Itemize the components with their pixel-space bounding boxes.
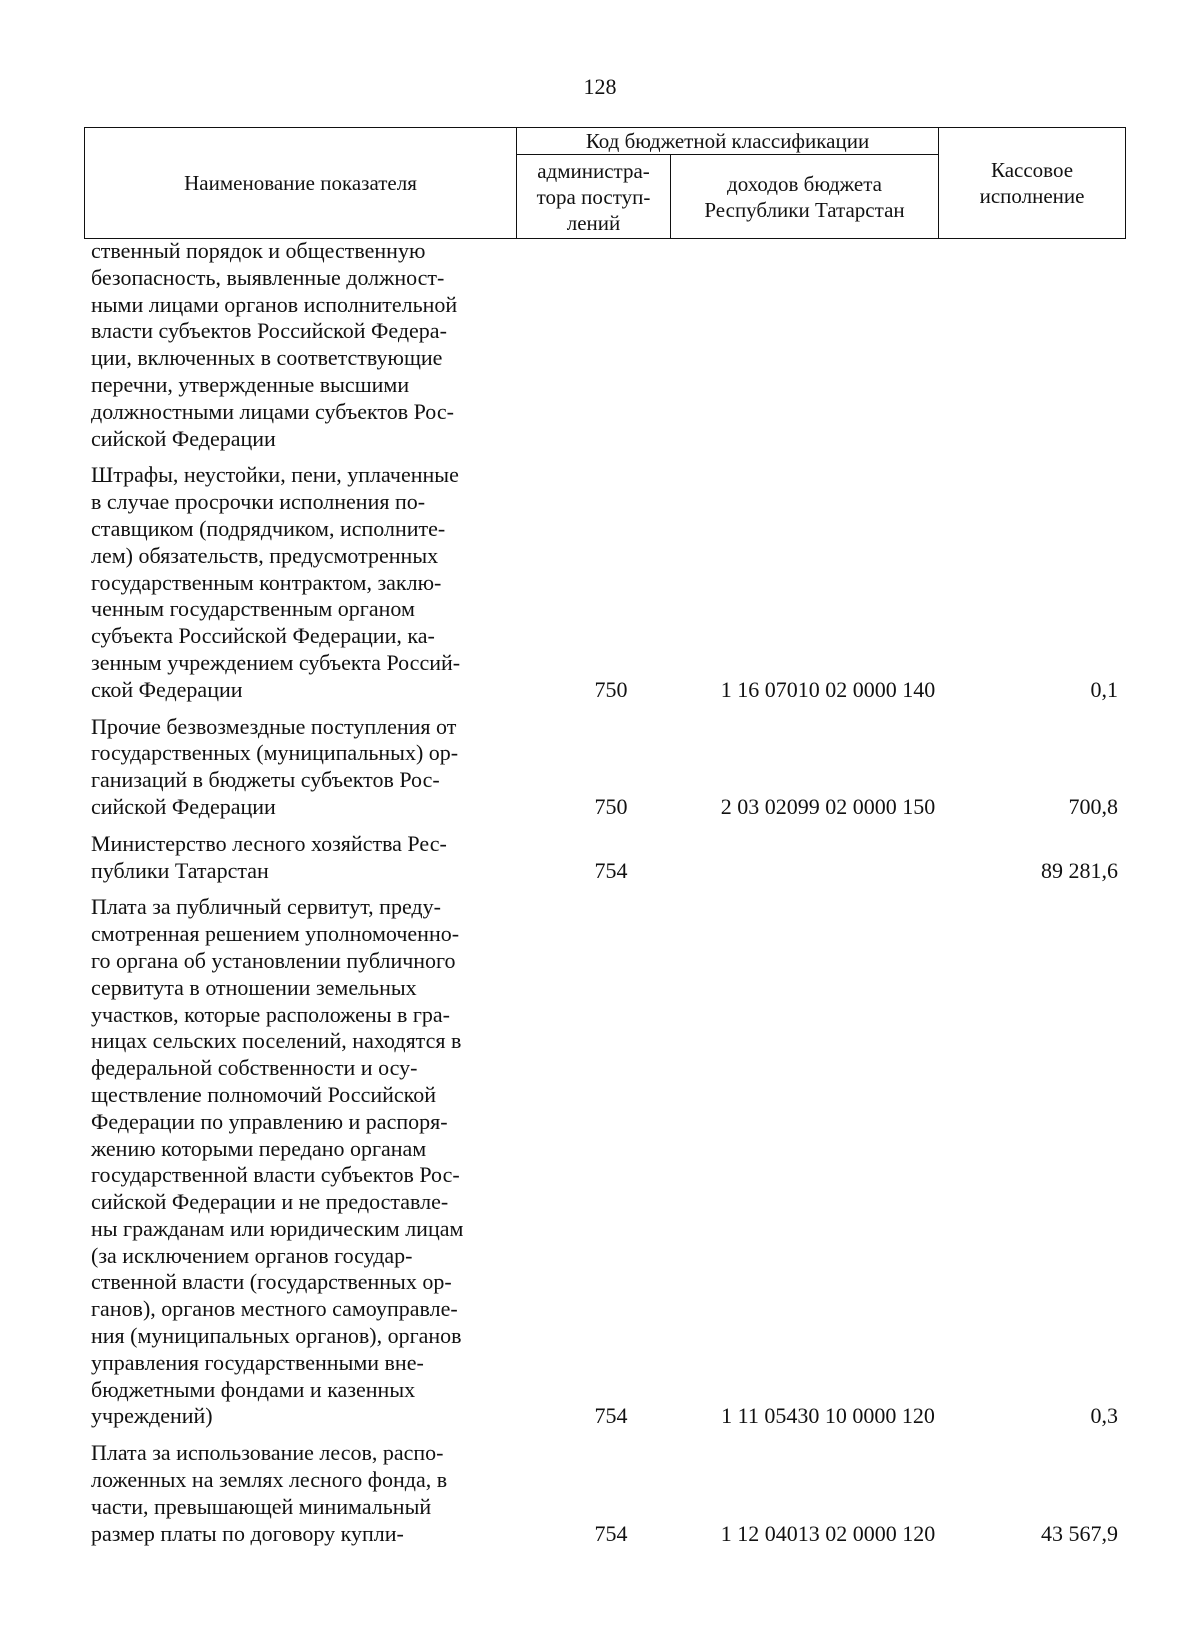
admin-col-line: администра-	[537, 158, 650, 183]
table-header	[84, 127, 1126, 239]
table-row	[0, 1440, 1200, 1547]
column-group-budget-code: Код бюджетной классификации	[517, 128, 939, 155]
indicator-name-line: публики Татарстан	[91, 857, 269, 883]
indicator-name-line: в случае просрочки исполнения по-	[91, 489, 426, 515]
admin-col-line: тора поступ-	[536, 184, 651, 209]
indicator-name-line: ченным государственным органом	[91, 596, 415, 622]
indicator-name-line: ными лицами органов исполнительной	[91, 291, 458, 317]
indicator-name	[91, 462, 523, 703]
cash-execution-amount: 89 281,6	[1041, 857, 1118, 883]
cash-execution-amount: 0,3	[1090, 1403, 1118, 1429]
indicator-name-line: размер платы по договору купли-	[91, 1520, 404, 1546]
indicator-name-line: ганизаций в бюджеты субъектов Рос-	[91, 767, 440, 793]
indicator-name-line: Прочие безвозмездные поступления от	[91, 713, 457, 739]
indicator-name-line: ственной власти (государственных ор-	[91, 1269, 452, 1295]
indicator-name-line: власти субъектов Российской Федера-	[91, 318, 447, 344]
indicator-name-line: сийской Федерации и не предоставле-	[91, 1189, 449, 1215]
indicator-name-line: жению которыми передано органам	[91, 1135, 427, 1161]
indicator-name	[91, 1440, 523, 1547]
indicator-name-line: Министерство лесного хозяйства Рес-	[91, 830, 447, 856]
table-row	[0, 462, 1200, 703]
income-col-line: Республики Татарстан	[704, 197, 905, 222]
column-header-administrator	[517, 155, 671, 239]
budget-income-code: 2 03 02099 02 0000 150	[720, 793, 936, 819]
indicator-name-line: ганов), органов местного самоуправле-	[91, 1296, 458, 1322]
indicator-name-line: ставщиком (подрядчиком, исполните-	[91, 515, 446, 541]
admin-col-line: лений	[566, 210, 621, 235]
indicator-name-line: зенным учреждением субъекта Россий-	[91, 649, 461, 675]
administrator-code: 754	[594, 857, 628, 883]
indicator-name	[91, 714, 523, 821]
page-number: 128	[583, 74, 617, 99]
column-header-cash-execution	[939, 128, 1126, 239]
indicator-name-line: лем) обязательств, предусмотренных	[91, 542, 439, 568]
budget-income-code: 1 11 05430 10 0000 120	[721, 1403, 935, 1429]
table-row	[0, 714, 1200, 821]
indicator-name-line: сервитута в отношении земельных	[91, 974, 417, 1000]
indicator-name-line: управления государственными вне-	[91, 1349, 424, 1375]
indicator-name-line: ложенных на землях лесного фонда, в	[91, 1467, 448, 1493]
cash-execution-amount: 700,8	[1068, 793, 1118, 819]
indicator-name-line: государственных (муниципальных) ор-	[91, 740, 459, 766]
budget-income-code: 1 12 04013 02 0000 120	[720, 1520, 936, 1546]
indicator-name-line: бюджетными фондами и казенных	[91, 1376, 416, 1402]
budget-income-code: 1 16 07010 02 0000 140	[720, 676, 936, 702]
indicator-name-line: ния (муниципальных органов), органов	[91, 1323, 462, 1349]
indicator-name-line: Плата за использование лесов, распо-	[91, 1440, 444, 1466]
indicator-name	[91, 238, 523, 452]
cash-execution-amount: 0,1	[1090, 676, 1118, 702]
indicator-name-line: (за исключением органов государ-	[91, 1242, 413, 1268]
table-row	[0, 894, 1200, 1430]
indicator-name-line: должностными лицами субъектов Рос-	[91, 398, 454, 424]
indicator-name-line: го органа об установлении публичного	[91, 947, 456, 973]
indicator-name-line: участков, которые расположены в гра-	[91, 1001, 450, 1027]
indicator-name-line: ницах сельских поселений, находятся в	[91, 1028, 462, 1054]
column-header-budget-income	[671, 155, 939, 239]
indicator-name-line: сийской Федерации	[91, 793, 276, 819]
income-col-line: доходов бюджета	[727, 171, 882, 196]
indicator-name-line: части, превышающей минимальный	[91, 1493, 432, 1519]
column-header-name: Наименование показателя	[85, 128, 517, 239]
indicator-name-line: Федерации по управлению и распоря-	[91, 1108, 448, 1134]
indicator-name-line: ции, включенных в соответствующие	[91, 345, 443, 371]
indicator-name-line: Плата за публичный сервитут, преду-	[91, 894, 441, 920]
indicator-name-line: государственной власти субъектов Рос-	[91, 1162, 460, 1188]
cash-col-line: Кассовое	[990, 158, 1074, 182]
indicator-name	[91, 894, 523, 1430]
indicator-name-line: безопасность, выявленные должност-	[91, 264, 445, 290]
indicator-name-line: перечни, утвержденные высшими	[91, 371, 410, 397]
indicator-name	[91, 831, 523, 885]
indicator-name-line: Штрафы, неустойки, пени, уплаченные	[91, 462, 459, 488]
administrator-code: 754	[594, 1520, 628, 1546]
indicator-name-line: ственный порядок и общественную	[91, 238, 426, 263]
indicator-name-line: ны гражданам или юридическим лицам	[91, 1215, 464, 1241]
indicator-name-line: ской Федерации	[91, 676, 243, 702]
cash-execution-amount: 43 567,9	[1041, 1520, 1118, 1546]
indicator-name-line: ществление полномочий Российской	[91, 1081, 436, 1107]
indicator-name-line: субъекта Российской Федерации, ка-	[91, 623, 435, 649]
administrator-code: 750	[594, 676, 628, 702]
administrator-code: 754	[594, 1403, 628, 1429]
indicator-name-line: сийской Федерации	[91, 425, 276, 451]
indicator-name-line: смотренная решением уполномоченно-	[91, 921, 460, 947]
administrator-code: 750	[594, 793, 628, 819]
table-body	[0, 238, 1200, 1557]
table-row	[0, 238, 1200, 452]
indicator-name-line: федеральной собственности и осу-	[91, 1055, 418, 1081]
indicator-name-line: государственным контрактом, заклю-	[91, 569, 442, 595]
indicator-name-line: учреждений)	[91, 1403, 213, 1429]
table-row	[0, 831, 1200, 885]
cash-col-line: исполнение	[979, 184, 1085, 208]
